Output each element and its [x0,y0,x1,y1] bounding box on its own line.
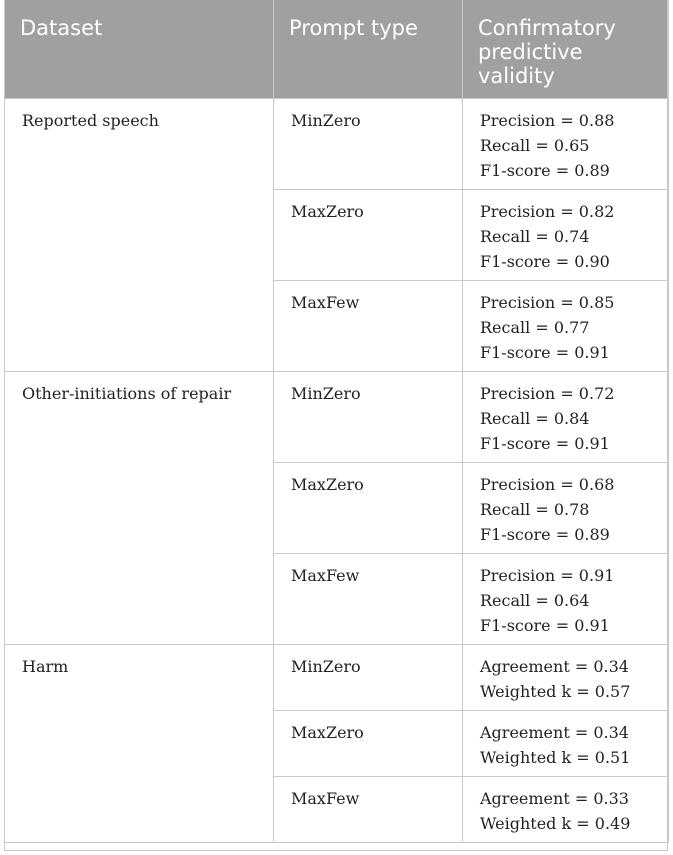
validity-cell [463,190,669,281]
metric-value: Recall = 0.65 [480,136,590,155]
metric-value: Recall = 0.74 [480,227,590,246]
table-body [5,99,669,843]
metric-value: F1-score = 0.91 [480,434,610,453]
prompt-type-cell: MinZero [274,372,463,463]
metric-value: Precision = 0.82 [480,202,615,221]
metric-value: Weighted k = 0.49 [480,814,631,833]
metric-value: Weighted k = 0.57 [480,682,631,701]
metric-value: F1-score = 0.90 [480,252,610,271]
dataset-cell: Harm [5,645,274,843]
table-row [5,372,669,463]
metric-value: Precision = 0.91 [480,566,615,585]
metric-value: Agreement = 0.34 [480,657,629,676]
metric-value: Recall = 0.84 [480,409,590,428]
metric-value: Weighted k = 0.51 [480,748,631,767]
metric-value: Recall = 0.77 [480,318,590,337]
prompt-type-cell: MaxFew [274,554,463,645]
metric-value: F1-score = 0.91 [480,616,610,635]
prompt-type-cell: MaxZero [274,463,463,554]
metric-value: Precision = 0.85 [480,293,615,312]
metric-value: Precision = 0.72 [480,384,615,403]
validity-cell [463,554,669,645]
table-row [5,99,669,190]
validity-cell [463,281,669,372]
metric-value: Agreement = 0.33 [480,789,629,808]
metric-value: F1-score = 0.89 [480,525,610,544]
prompt-type-cell: MaxFew [274,281,463,372]
table-header-row [5,0,669,99]
validity-cell [463,777,669,843]
metric-value: F1-score = 0.91 [480,343,610,362]
validity-cell [463,99,669,190]
metric-value: F1-score = 0.89 [480,161,610,180]
validity-cell [463,645,669,711]
header-validity: Confirmatory predictive validity [463,0,669,99]
header-dataset: Dataset [5,0,274,99]
validity-cell [463,372,669,463]
prompt-type-cell: MinZero [274,99,463,190]
metric-value: Agreement = 0.34 [480,723,629,742]
metric-value: Precision = 0.68 [480,475,615,494]
dataset-cell: Other-initiations of repair [5,372,274,645]
validity-cell [463,463,669,554]
prompt-type-cell: MaxFew [274,777,463,843]
header-prompt-type: Prompt type [274,0,463,99]
dataset-cell: Reported speech [5,99,274,372]
metric-value: Recall = 0.78 [480,500,590,519]
metric-value: Precision = 0.88 [480,111,615,130]
metric-value: Recall = 0.64 [480,591,590,610]
prompt-type-cell: MaxZero [274,190,463,281]
table-row [5,645,669,711]
validity-cell [463,711,669,777]
validity-table [4,0,669,843]
prompt-type-cell: MinZero [274,645,463,711]
prompt-type-cell: MaxZero [274,711,463,777]
